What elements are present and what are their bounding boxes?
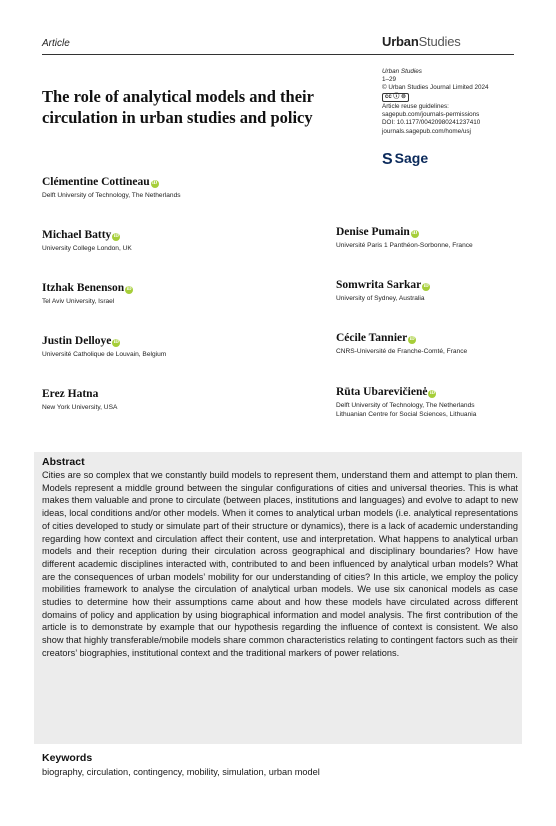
sage-logo bbox=[382, 150, 428, 169]
orcid-icon[interactable]: iD bbox=[429, 391, 435, 396]
author-block bbox=[336, 332, 467, 356]
author-affiliation-secondary: Lithuanian Centre for Social Sciences, Lithuania bbox=[336, 411, 477, 418]
author-name: Itzhak Benenson bbox=[42, 282, 125, 294]
author-name: Michael Batty bbox=[42, 229, 112, 241]
author-name: Cécile Tannier bbox=[336, 332, 408, 344]
cc-license-icon[interactable]: cc ⓘ ⊜ bbox=[382, 93, 409, 102]
meta-doi[interactable]: DOI: 10.1177/00420980241237410 bbox=[382, 119, 481, 127]
journal-brand-studies: Studies bbox=[418, 34, 461, 49]
author-block bbox=[42, 335, 166, 359]
author-name: Clémentine Cottineau bbox=[42, 176, 150, 188]
meta-journal-url[interactable]: journals.sagepub.com/home/usj bbox=[382, 127, 471, 135]
author-block bbox=[42, 388, 117, 412]
orcid-icon[interactable]: iD bbox=[423, 284, 429, 289]
author-name: Rūta Ubarevičienė bbox=[336, 386, 428, 398]
author-affiliation: New York University, USA bbox=[42, 404, 118, 411]
sage-mark-icon: S bbox=[382, 151, 393, 168]
article-type-label: Article bbox=[42, 38, 70, 49]
author-affiliation: Université Catholique de Louvain, Belgium bbox=[42, 351, 167, 358]
orcid-icon[interactable]: iD bbox=[113, 340, 119, 345]
orcid-icon[interactable]: iD bbox=[113, 234, 119, 239]
meta-reuse-url[interactable]: sagepub.com/journals-permissions bbox=[382, 111, 480, 119]
header-rule bbox=[42, 54, 514, 55]
article-title: The role of analytical models and their circulation in urban studies and policy bbox=[42, 87, 314, 127]
author-block bbox=[336, 279, 430, 303]
author-name: Somwrita Sarkar bbox=[336, 279, 422, 291]
keywords-heading: Keywords bbox=[42, 752, 93, 764]
author-name: Erez Hatna bbox=[42, 388, 99, 400]
orcid-icon[interactable]: iD bbox=[412, 231, 418, 236]
abstract-heading: Abstract bbox=[42, 456, 85, 468]
meta-copyright: © Urban Studies Journal Limited 2024 bbox=[382, 84, 489, 92]
meta-journal: Urban Studies bbox=[382, 68, 422, 75]
author-affiliation: Delft University of Technology, The Netherlands bbox=[42, 192, 181, 199]
orcid-icon[interactable]: iD bbox=[409, 337, 415, 342]
abstract-text: Cities are so complex that we constantly build models to represent them, understand them and attempt to plan them. Models represent a middle ground between the singular configurations of cities and universal theories. This is what makes them valuable and prone to circulate (between places, institutions and languages) and evolve to adapt to new ideas, local conditions and/or other models. When it comes to analytical urban models (i.e. analytical representations of cities developed to study or simulate part of their structure or dynamics), there is a lack of academic understanding regarding how context and circulation affect their content, use and interpretation. What happens to analytical urban models and their reception during their circulation across geographical and disciplinary boundaries? How have different academic disciplines interacted with, contributed to and been influenced by analytical urban models? What are the consequences of urban models’ mobility for our understanding of cities? In this article, we employ the policy mobilities framework to analyse the circulation of analytical urban models. We use six canonical models as case studies to determine how their assumptions came about and how these models have circulated across different domains of policy and application by using biographical information and model analysis. The first contribution of the article is to demonstrate by example that our hypothesis regarding the influence of context is consistent. We also show that highly transferable/mobile models share common characteristics relating to contingent factors such as their creators’ biographies, institutional context and the traditional markers of power relations. bbox=[42, 470, 518, 658]
author-name: Justin Delloye bbox=[42, 335, 112, 347]
author-block bbox=[336, 226, 473, 250]
journal-meta bbox=[382, 68, 522, 136]
author-affiliation: Delft University of Technology, The Netherlands bbox=[336, 402, 475, 409]
journal-brand bbox=[382, 34, 461, 49]
author-block bbox=[336, 386, 476, 419]
orcid-icon[interactable]: iD bbox=[126, 287, 132, 292]
author-affiliation: Université Paris 1 Panthéon-Sorbonne, France bbox=[336, 242, 473, 249]
author-affiliation: Tel Aviv University, Israel bbox=[42, 298, 115, 305]
sage-wordmark: Sage bbox=[394, 150, 429, 166]
keywords-text: biography, circulation, contingency, mobility, simulation, urban model bbox=[42, 767, 320, 777]
meta-reuse-label: Article reuse guidelines: bbox=[382, 103, 449, 111]
author-block bbox=[42, 282, 133, 306]
author-affiliation: University of Sydney, Australia bbox=[336, 295, 425, 302]
author-name: Denise Pumain bbox=[336, 226, 410, 238]
author-affiliation: CNRS-Université de Franche-Comté, France bbox=[336, 348, 468, 355]
author-affiliation: University College London, UK bbox=[42, 245, 132, 252]
meta-pages: 1–29 bbox=[382, 76, 397, 84]
author-block bbox=[42, 176, 181, 200]
journal-brand-urban: Urban bbox=[382, 34, 419, 49]
author-block bbox=[42, 229, 132, 253]
orcid-icon[interactable]: iD bbox=[152, 181, 158, 186]
